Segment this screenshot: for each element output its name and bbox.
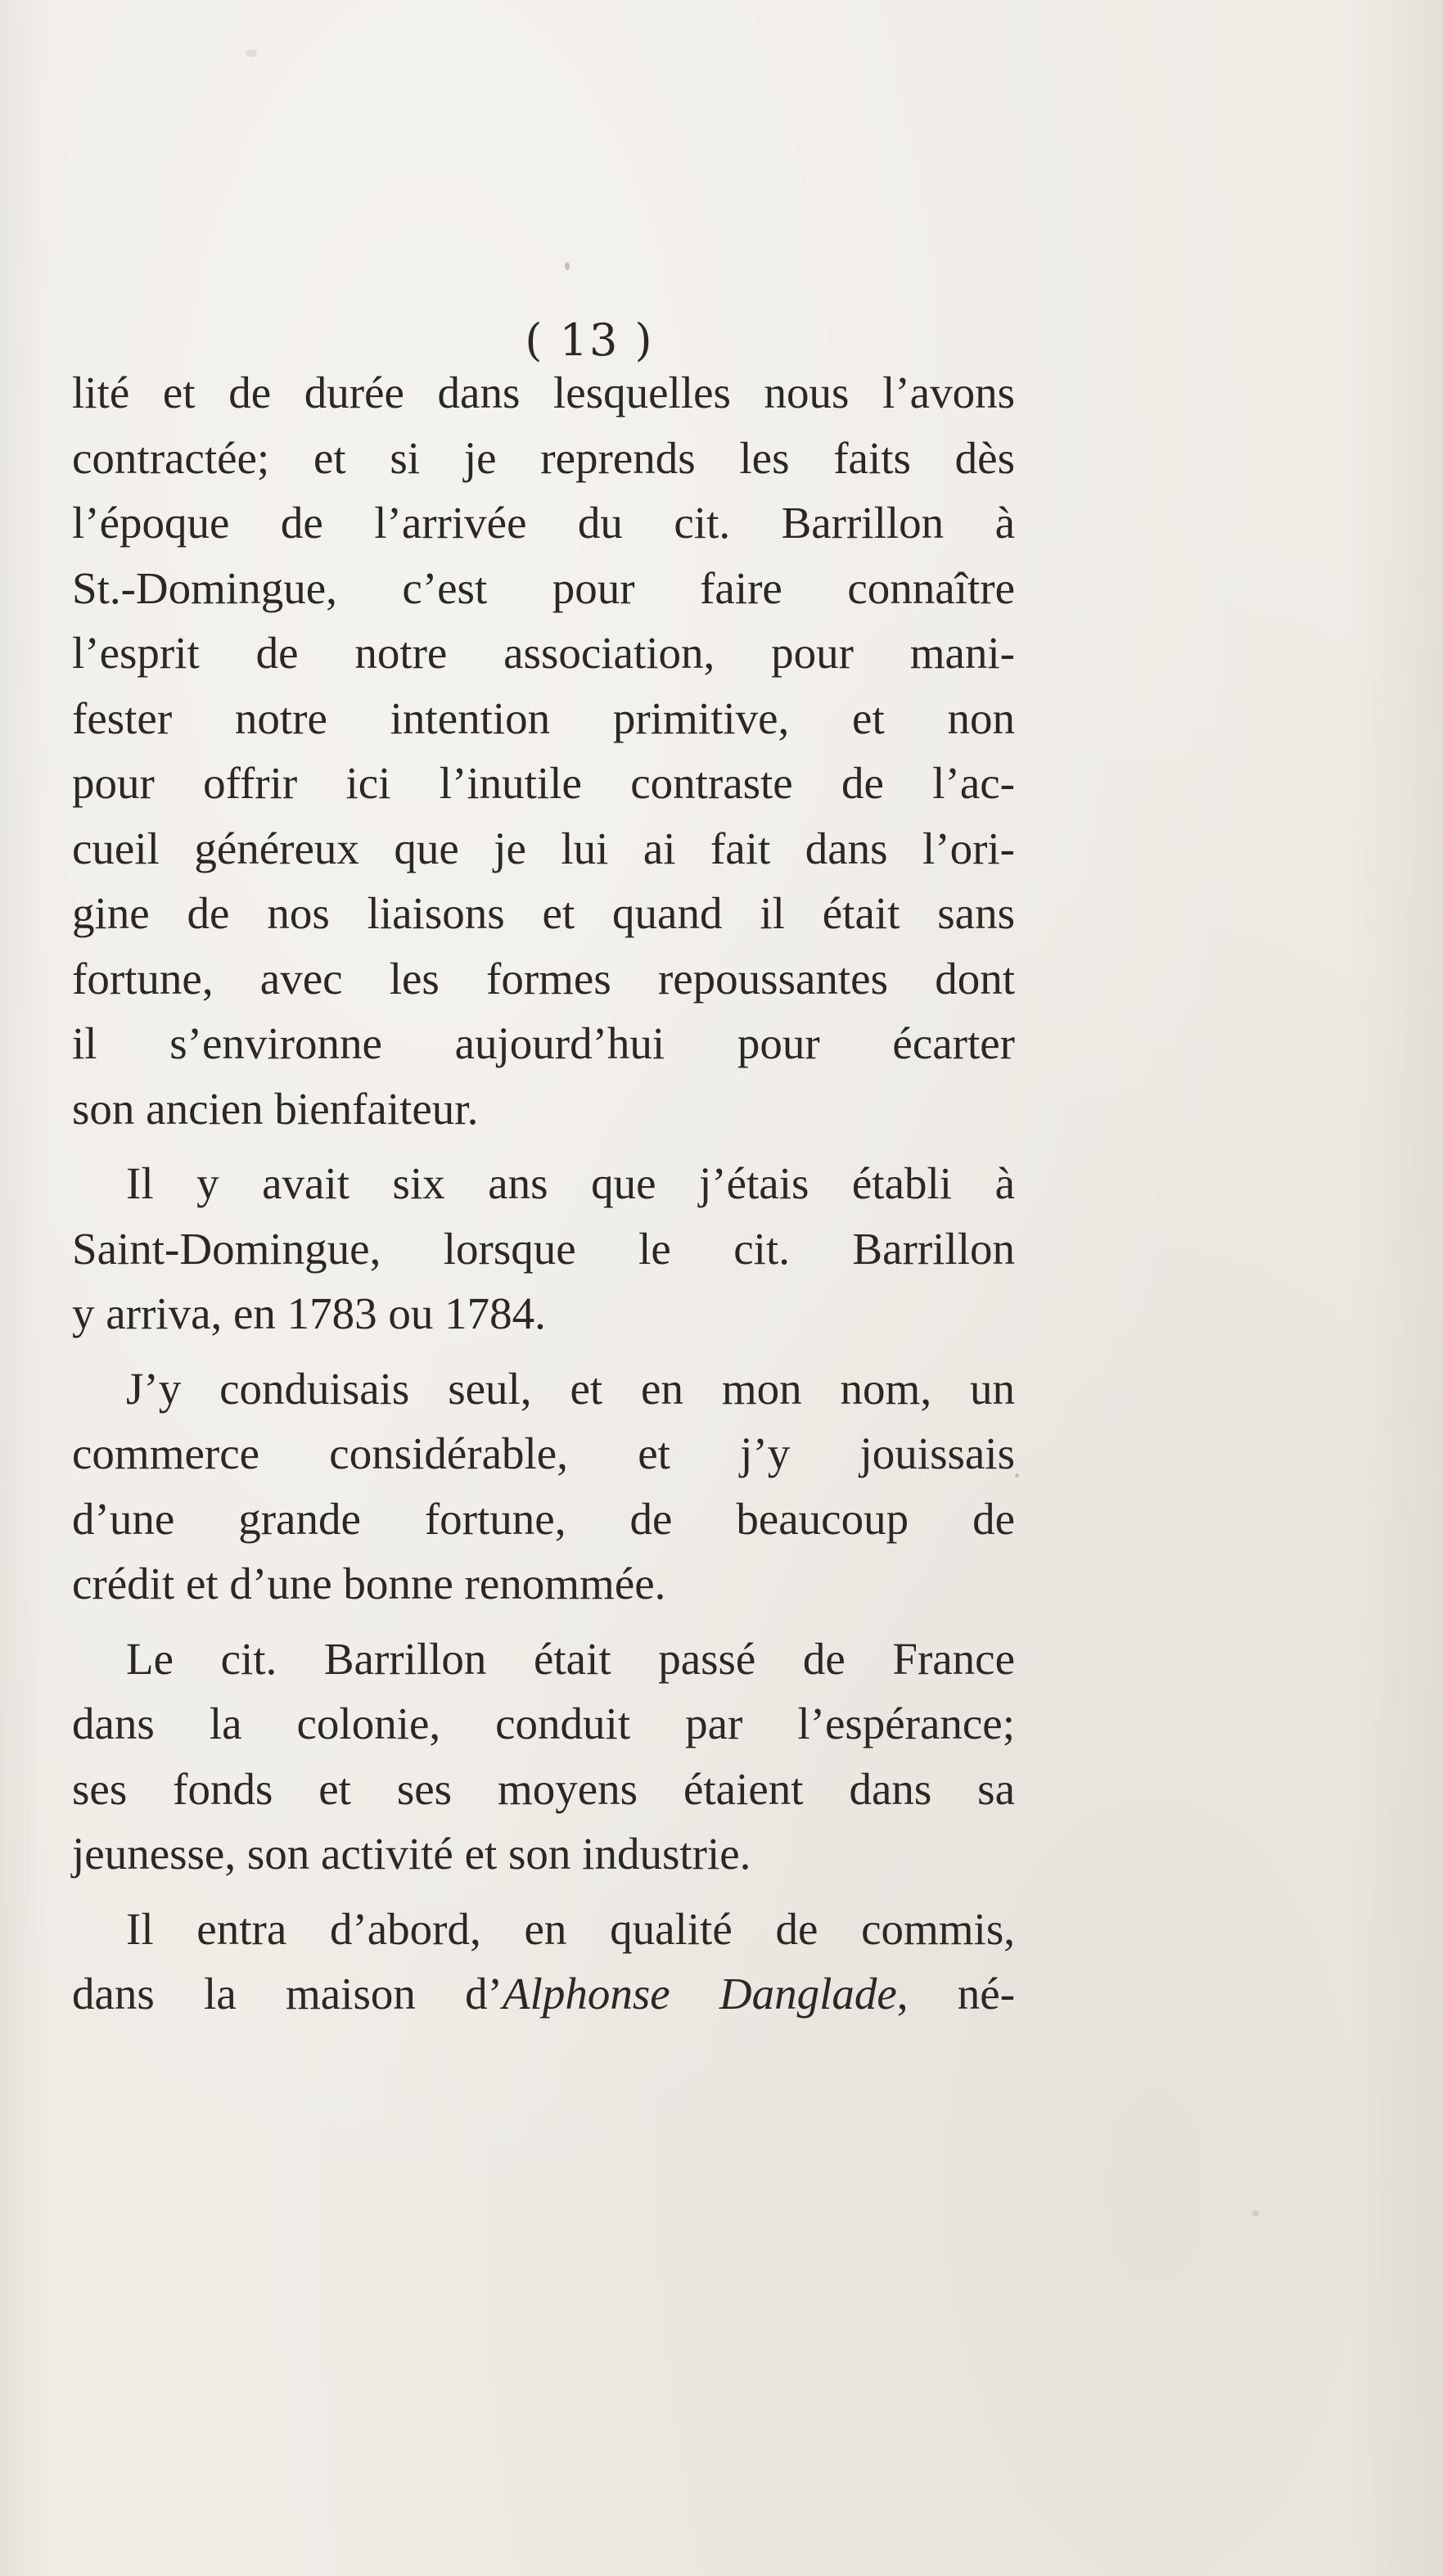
text-line: Le cit. Barrillon était passé de France	[126, 1633, 1015, 1684]
text-line: gine de nos liaisons et quand il était sans	[72, 888, 1015, 938]
text-line: l’esprit de notre association, pour mani-	[72, 628, 1015, 678]
text-run: dans la maison d’	[72, 1969, 503, 2019]
body-text	[72, 360, 1015, 2027]
paper-speck	[565, 262, 570, 270]
paragraph-3	[72, 1356, 1015, 1617]
paragraph-gap	[72, 1887, 1015, 1897]
text-line-mixed	[72, 1961, 1015, 2027]
text-line: Saint-Domingue, lorsque le cit. Barrillon	[72, 1223, 1015, 1274]
text-line: cueil généreux que je lui ai fait dans l’ori-	[72, 823, 1015, 873]
paragraph-1	[72, 360, 1015, 1141]
text-line: d’une grande fortune, de beaucoup de	[72, 1493, 1015, 1544]
paragraph-gap	[72, 1347, 1015, 1356]
paragraph-gap	[72, 1141, 1015, 1151]
text-run: , né-	[896, 1969, 1016, 2019]
paragraph-5	[72, 1897, 1015, 2027]
text-line: l’époque de l’arrivée du cit. Barrillon à	[72, 498, 1015, 548]
text-line: crédit et d’une bonne renommée.	[72, 1559, 666, 1608]
text-line: Il y avait six ans que j’étais établi à	[126, 1158, 1015, 1208]
paragraph-4	[72, 1626, 1015, 1887]
text-line: St.-Domingue, c’est pour faire connaître	[72, 562, 1015, 613]
text-line: commerce considérable, et j’y jouissais	[72, 1428, 1015, 1478]
paragraph-2	[72, 1151, 1015, 1347]
paper-speck	[1252, 2210, 1259, 2217]
text-line: contractée; et si je reprends les faits dès	[72, 432, 1015, 483]
text-line: jeunesse, son activité et son industrie.	[72, 1829, 751, 1879]
text-line: lité et de durée dans lesquelles nous l’avons	[72, 368, 1015, 417]
text-line: Il entra d’abord, en qualité de commis,	[126, 1903, 1015, 1954]
text-line: J’y conduisais seul, et en mon nom, un	[126, 1363, 1015, 1414]
paper-speck	[246, 49, 257, 57]
paper-speck	[1015, 1473, 1019, 1477]
text-line: ses fonds et ses moyens étaient dans sa	[72, 1763, 1015, 1814]
text-line: y arriva, en 1783 ou 1784.	[72, 1288, 546, 1338]
text-line: pour offrir ici l’inutile contraste de l’ac-	[72, 758, 1015, 808]
italic-name: Alphonse Danglade	[502, 1969, 897, 2019]
text-line: fester notre intention primitive, et non	[72, 692, 1015, 743]
text-line: fortune, avec les formes repoussantes dont	[72, 953, 1015, 1004]
text-line: son ancien bienfaiteur.	[72, 1083, 479, 1134]
text-line: dans la colonie, conduit par l’espérance;	[72, 1699, 1015, 1748]
page-number: ( 13 )	[525, 314, 654, 366]
paragraph-gap	[72, 1617, 1015, 1626]
text-line: il s’environne aujourd’hui pour écarter	[72, 1018, 1015, 1068]
